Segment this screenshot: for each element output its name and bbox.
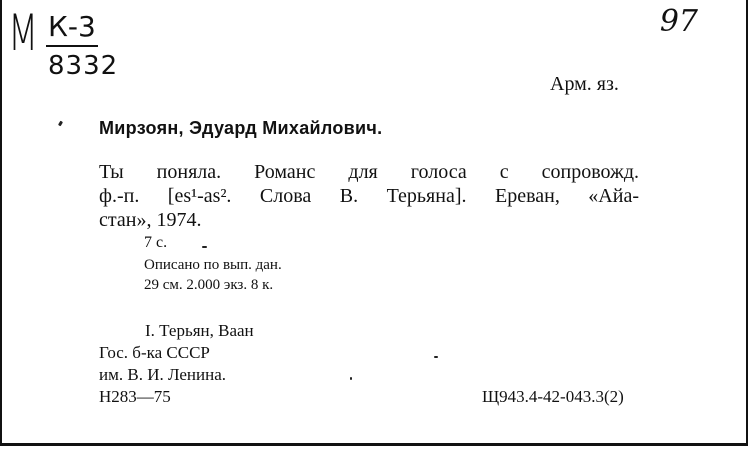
title-line-1: Ты поняла. Романс для голоса с сопровожд.: [99, 161, 639, 183]
pagination: 7 с.: [144, 234, 168, 251]
library-name-line-2: им. В. И. Ленина.: [99, 365, 227, 384]
card-id: Н283—75: [99, 387, 171, 406]
description-note: Описано по вып. дан.: [144, 257, 282, 273]
language-note: Арм. яз.: [550, 73, 619, 95]
ink-speck: [202, 246, 207, 248]
title-statement: [99, 160, 639, 232]
handwritten-card-number: 97: [659, 4, 698, 39]
ink-speck: [434, 356, 438, 358]
title-line-2: ф.-п. [es¹-as². Слова В. Терьяна]. Ереван, «Айа-: [99, 185, 639, 207]
title-line-3: стан», 1974.: [99, 209, 202, 231]
physical-description: 29 см. 2.000 экз. 8 к.: [144, 277, 274, 293]
author-heading: Мирзоян, Эдуард Михайлович.: [99, 118, 383, 138]
library-name-line-1: Гос. б-ка СССР: [99, 343, 210, 362]
ink-speck: [350, 377, 352, 380]
handwritten-underline: [46, 45, 98, 47]
added-entry: I. Терьян, Ваан: [145, 321, 254, 340]
handwritten-shelf-number: 8332: [48, 51, 119, 81]
handwritten-letter: M: [8, 4, 39, 62]
ink-speck: [58, 121, 63, 127]
handwritten-shelf-code: К-3: [48, 10, 96, 43]
classification-code: Щ943.4-42-043.3(2): [482, 387, 624, 406]
